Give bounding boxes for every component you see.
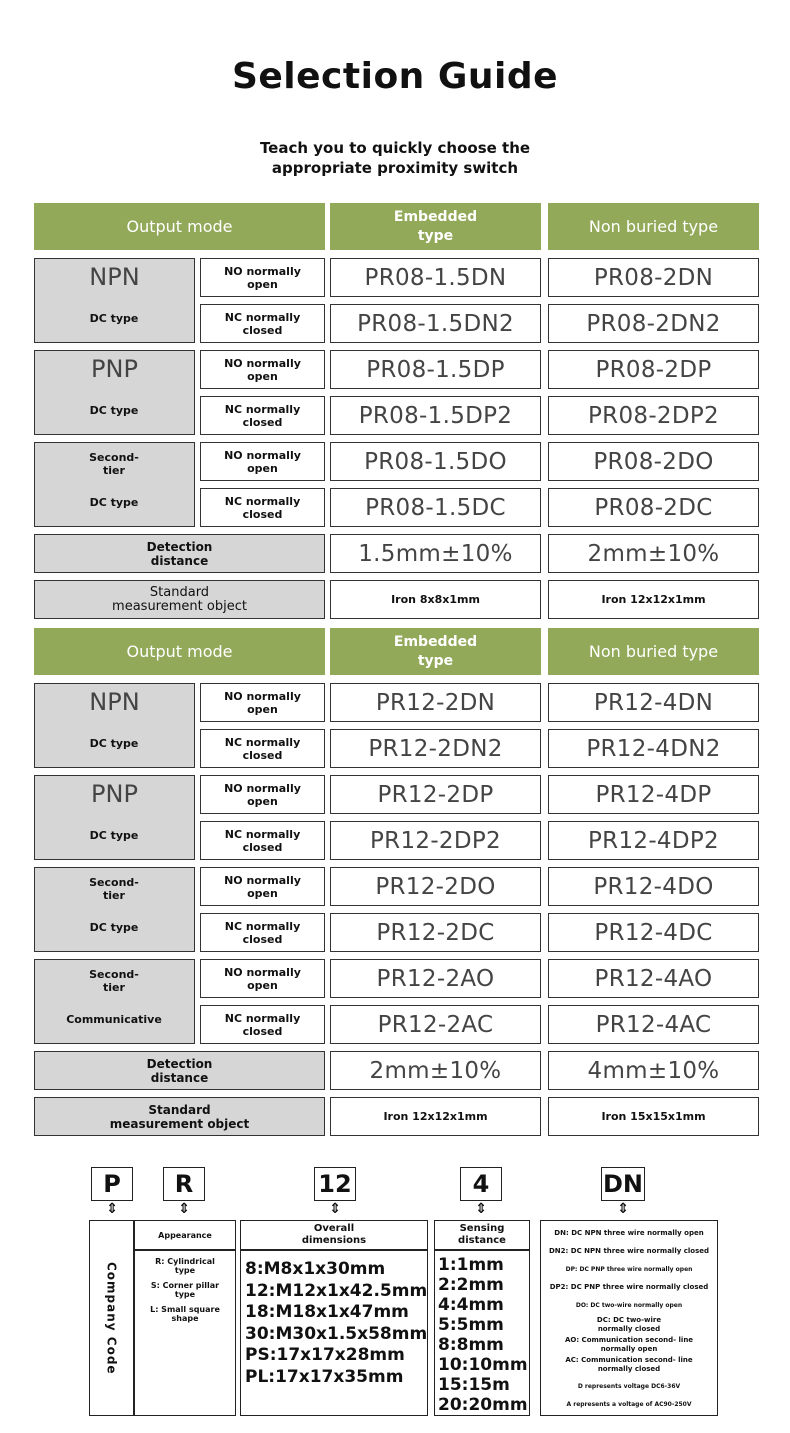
non-buried-model-cell: PR12-4AO xyxy=(548,959,759,998)
non-buried-model-cell: PR12-4DP xyxy=(548,775,759,814)
appearance-panel xyxy=(134,1250,236,1416)
code-letter-12: 12 xyxy=(314,1167,356,1201)
non-buried-detection-distance: 2mm±10% xyxy=(548,534,759,573)
standard-object-label: Standard measurement object xyxy=(34,1097,325,1136)
sensing-item: 15:15m xyxy=(438,1375,510,1395)
switch-condition-cell: NO normally open xyxy=(200,867,325,906)
output-code-item: AO: Communication second- line normally open xyxy=(564,1336,694,1353)
appearance-item: R: Cylindrical type xyxy=(155,1257,215,1275)
dimensions-panel xyxy=(240,1250,428,1416)
signal-type-name: PNP xyxy=(91,780,138,808)
double-arrow-icon: ⇕ xyxy=(329,1201,341,1217)
standard-object-label: Standard measurement object xyxy=(34,580,325,619)
non-buried-model-cell: PR08-2DP xyxy=(548,350,759,389)
embedded-type-header: Embedded type xyxy=(330,628,541,675)
appearance-header xyxy=(134,1220,236,1250)
sensing-header xyxy=(434,1220,530,1250)
dimension-item: 8:M8x1x30mm xyxy=(245,1259,386,1279)
switch-condition-cell: NO normally open xyxy=(200,258,325,297)
embedded-model-cell: PR08-1.5DO xyxy=(330,442,541,481)
embedded-detection-distance: 1.5mm±10% xyxy=(330,534,541,573)
signal-type-cell xyxy=(34,258,195,343)
signal-type-cell xyxy=(34,867,195,952)
non-buried-model-cell: PR08-2DN xyxy=(548,258,759,297)
non-buried-type-header: Non buried type xyxy=(548,628,759,675)
embedded-type-header: Embedded type xyxy=(330,203,541,250)
code-letter-r: R xyxy=(163,1167,205,1201)
sensing-item: 4:4mm xyxy=(438,1295,504,1315)
output-code-item: DN2: DC NPN three wire normally closed xyxy=(549,1247,710,1255)
switch-condition-cell: NO normally open xyxy=(200,442,325,481)
output-code-item: DO: DC two-wire normally open xyxy=(575,1302,683,1309)
embedded-model-cell: PR12-2DN xyxy=(330,683,541,722)
double-arrow-icon: ⇕ xyxy=(617,1201,629,1217)
switch-condition-cell: NC normally closed xyxy=(200,1005,325,1044)
double-arrow-icon: ⇕ xyxy=(178,1201,190,1217)
switch-condition-cell: NO normally open xyxy=(200,350,325,389)
dimension-item: PL:17x17x35mm xyxy=(245,1366,404,1387)
sensing-title: Sensing distance xyxy=(458,1223,506,1246)
non-buried-standard-object: Iron 12x12x1mm xyxy=(548,580,759,619)
output-code-item: DP: DC PNP three wire normally open xyxy=(565,1266,693,1273)
embedded-standard-object: Iron 8x8x1mm xyxy=(330,580,541,619)
embedded-model-cell: PR12-2DN2 xyxy=(330,729,541,768)
power-type-label: DC type xyxy=(89,496,139,509)
non-buried-model-cell: PR08-2DC xyxy=(548,488,759,527)
code-letter-dn: DN xyxy=(601,1167,645,1201)
non-buried-type-header: Non buried type xyxy=(548,203,759,250)
company-code-panel xyxy=(89,1220,134,1416)
power-type-label: DC type xyxy=(89,829,139,842)
code-letter-p: P xyxy=(91,1167,133,1201)
non-buried-standard-object: Iron 15x15x1mm xyxy=(548,1097,759,1136)
output-mode-header: Output mode xyxy=(34,203,325,250)
double-arrow-icon: ⇕ xyxy=(106,1201,118,1217)
embedded-model-cell: PR08-1.5DC xyxy=(330,488,541,527)
signal-type-cell xyxy=(34,775,195,860)
dimension-item: 30:M30x1.5x58mm xyxy=(245,1323,428,1344)
dimension-item: PS:17x17x28mm xyxy=(245,1345,405,1365)
power-type-label: DC type xyxy=(89,921,139,934)
output-code-item: AC: Communication second- line normally closed xyxy=(565,1356,693,1373)
switch-condition-cell: NC normally closed xyxy=(200,396,325,435)
output-mode-header: Output mode xyxy=(34,628,325,675)
switch-condition-cell: NO normally open xyxy=(200,775,325,814)
signal-type-name: Second-tier xyxy=(89,876,139,902)
embedded-model-cell: PR12-2AO xyxy=(330,959,541,998)
non-buried-model-cell: PR12-4DO xyxy=(548,867,759,906)
output-code-item: DN: DC NPN three wire normally open xyxy=(554,1229,704,1237)
page-title: Selection Guide xyxy=(231,56,559,97)
detection-distance-label: Detection distance xyxy=(34,1051,325,1090)
dimension-item: 12:M12x1x42.5mm xyxy=(245,1280,428,1301)
non-buried-model-cell: PR08-2DP2 xyxy=(548,396,759,435)
embedded-model-cell: PR08-1.5DP2 xyxy=(330,396,541,435)
output-code-item: DP2: DC PNP three wire normally closed xyxy=(549,1283,709,1291)
embedded-detection-distance: 2mm±10% xyxy=(330,1051,541,1090)
switch-condition-cell: NC normally closed xyxy=(200,729,325,768)
power-type-label: DC type xyxy=(89,404,139,417)
double-arrow-icon: ⇕ xyxy=(475,1201,487,1217)
non-buried-model-cell: PR08-2DO xyxy=(548,442,759,481)
embedded-model-cell: PR12-2AC xyxy=(330,1005,541,1044)
non-buried-model-cell: PR12-4DN2 xyxy=(548,729,759,768)
non-buried-model-cell: PR12-4DC xyxy=(548,913,759,952)
sensing-item: 1:1mm xyxy=(438,1255,504,1275)
signal-type-cell xyxy=(34,959,195,1044)
signal-type-cell xyxy=(34,683,195,768)
switch-condition-cell: NC normally closed xyxy=(200,304,325,343)
signal-type-name: Second-tier xyxy=(89,968,139,994)
switch-condition-cell: NC normally closed xyxy=(200,913,325,952)
embedded-model-cell: PR12-2DC xyxy=(330,913,541,952)
appearance-title: Appearance xyxy=(158,1230,212,1240)
signal-type-name: PNP xyxy=(91,355,138,383)
embedded-standard-object: Iron 12x12x1mm xyxy=(330,1097,541,1136)
output-code-item: A represents a voltage of AC90-250V xyxy=(566,1401,692,1408)
embedded-model-cell: PR12-2DP xyxy=(330,775,541,814)
non-buried-detection-distance: 4mm±10% xyxy=(548,1051,759,1090)
dimensions-header xyxy=(240,1220,428,1250)
embedded-model-cell: PR08-1.5DP xyxy=(330,350,541,389)
dimensions-title: Overall dimensions xyxy=(301,1223,367,1246)
non-buried-model-cell: PR12-4DN xyxy=(548,683,759,722)
company-code-label: Company Code xyxy=(104,1261,119,1375)
sensing-item: 20:20mm xyxy=(438,1395,528,1415)
appearance-item: S: Corner pillar type xyxy=(150,1281,220,1299)
sensing-item: 5:5mm xyxy=(438,1315,504,1335)
embedded-model-cell: PR12-2DO xyxy=(330,867,541,906)
output-code-panel xyxy=(540,1220,718,1416)
switch-condition-cell: NO normally open xyxy=(200,683,325,722)
power-type-label: DC type xyxy=(89,312,139,325)
non-buried-model-cell: PR12-4DP2 xyxy=(548,821,759,860)
embedded-model-cell: PR08-1.5DN2 xyxy=(330,304,541,343)
dimension-item: 18:M18x1x47mm xyxy=(245,1302,409,1322)
signal-type-cell xyxy=(34,442,195,527)
embedded-model-cell: PR08-1.5DN xyxy=(330,258,541,297)
output-code-item: D represents voltage DC6-36V xyxy=(577,1383,681,1390)
signal-type-name: NPN xyxy=(89,263,140,291)
switch-condition-cell: NO normally open xyxy=(200,959,325,998)
power-type-label: DC type xyxy=(89,737,139,750)
non-buried-model-cell: PR08-2DN2 xyxy=(548,304,759,343)
switch-condition-cell: NC normally closed xyxy=(200,821,325,860)
signal-type-name: NPN xyxy=(89,688,140,716)
appearance-item: L: Small square shape xyxy=(150,1305,220,1323)
page-subtitle: Teach you to quickly choose the appropriate proximity switch xyxy=(259,139,531,177)
sensing-item: 8:8mm xyxy=(438,1335,504,1355)
power-type-label: Communicative xyxy=(66,1013,162,1026)
switch-condition-cell: NC normally closed xyxy=(200,488,325,527)
detection-distance-label: Detection distance xyxy=(34,534,325,573)
sensing-item: 10:10mm xyxy=(438,1355,528,1375)
embedded-model-cell: PR12-2DP2 xyxy=(330,821,541,860)
signal-type-cell xyxy=(34,350,195,435)
output-code-item: DC: DC two-wire normally closed xyxy=(596,1316,662,1333)
non-buried-model-cell: PR12-4AC xyxy=(548,1005,759,1044)
sensing-item: 2:2mm xyxy=(438,1275,504,1295)
code-letter-4: 4 xyxy=(460,1167,502,1201)
signal-type-name: Second-tier xyxy=(89,451,139,477)
sensing-panel xyxy=(434,1250,530,1416)
